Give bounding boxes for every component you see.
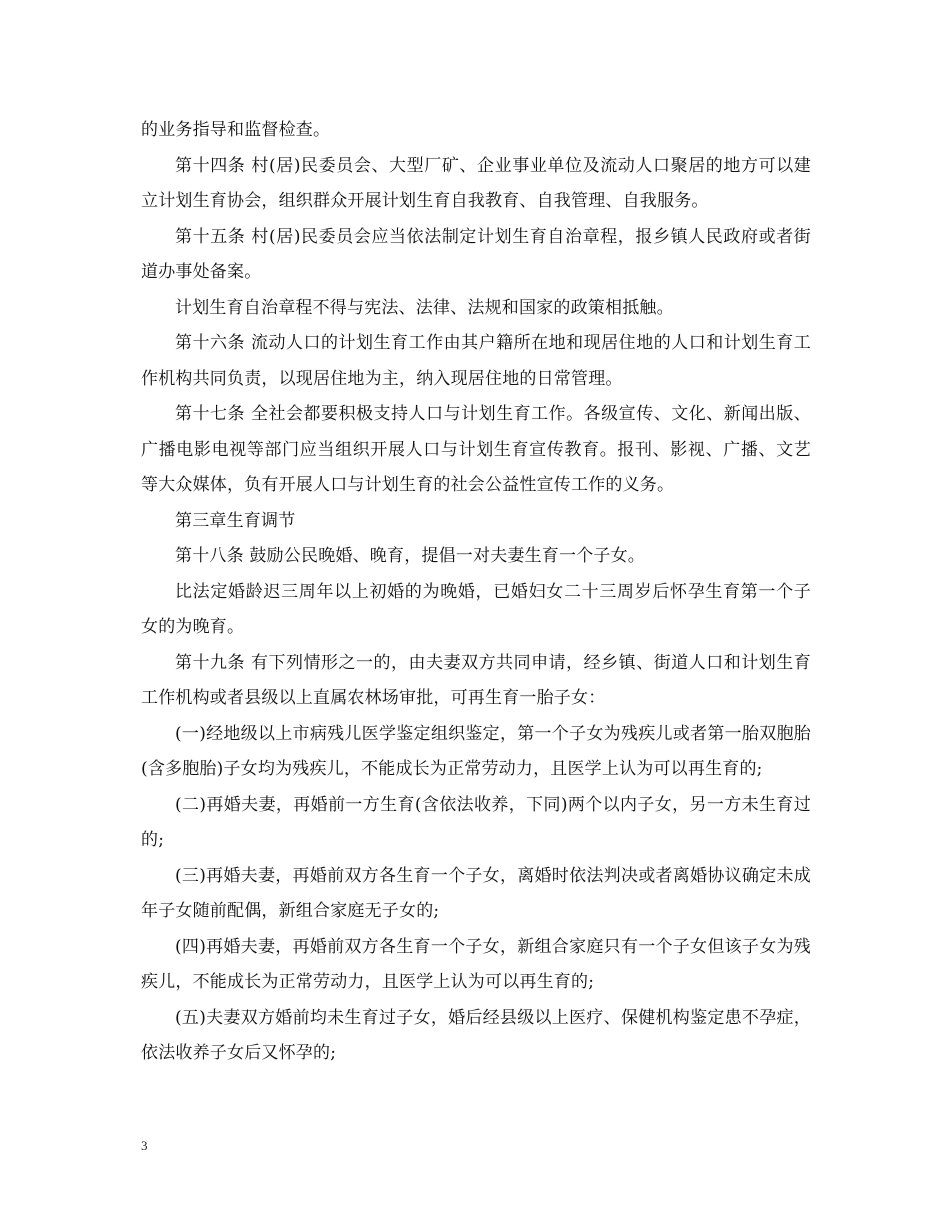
article-19-item-5: (五)夫妻双方婚前均未生育过子女，婚后经县级以上医疗、保健机构鉴定患不孕症，依法收养子女后又怀孕的; (141, 1007, 811, 1063)
article-19: 第十九条 有下列情形之一的，由夫妻双方共同申请，经乡镇、街道人口和计划生育工作机构或者县级以上直属农林场审批，可再生育一胎子女： (141, 652, 811, 708)
article-15: 第十五条 村(居)民委员会应当依法制定计划生育自治章程，报乡镇人民政府或者街道办事处备案。 (141, 226, 811, 282)
chapter-3-heading: 第三章生育调节 (175, 510, 296, 531)
article-19-item-3: (三)再婚夫妻，再婚前双方各生育一个子女，离婚时依法判决或者离婚协议确定未成年子女随前配偶，新组合家庭无子女的; (141, 865, 811, 921)
article-19-item-4: (四)再婚夫妻，再婚前双方各生育一个子女，新组合家庭只有一个子女但该子女为残疾儿，不能成长为正常劳动力，且医学上认为可以再生育的; (141, 936, 811, 992)
article-19-item-1: (一)经地级以上市病残儿医学鉴定组织鉴定，第一个子女为残疾儿或者第一胎双胞胎(含多胞胎)子女均为残疾儿，不能成长为正常劳动力，且医学上认为可以再生育的; (141, 723, 811, 779)
document-body (141, 113, 811, 1072)
article-18: 第十八条 鼓励公民晚婚、晚育，提倡一对夫妻生育一个子女。 (175, 546, 646, 566)
article-14: 第十四条 村(居)民委员会、大型厂矿、企业事业单位及流动人口聚居的地方可以建立计划生育协会，组织群众开展计划生育自我教育、自我管理、自我服务。 (141, 155, 811, 211)
article-15-clause: 计划生育自治章程不得与宪法、法律、法规和国家的政策相抵触。 (175, 297, 674, 318)
article-18-clause: 比法定婚龄迟三周年以上初婚的为晚婚，已婚妇女二十三周岁后怀孕生育第一个子女的为晚育。 (141, 581, 811, 637)
article-17: 第十七条 全社会都要积极支持人口与计划生育工作。各级宣传、文化、新闻出版、广播电影电视等部门应当组织开展人口与计划生育宣传教育。报刊、影视、广播、文艺等大众媒体，负有开展人口与计划生育的社会公益性宣传工作的义务。 (141, 404, 811, 495)
page-number: 3 (141, 1138, 148, 1153)
article-16: 第十六条 流动人口的计划生育工作由其户籍所在地和现居住地的人口和计划生育工作机构共同负责，以现居住地为主，纳入现居住地的日常管理。 (141, 333, 811, 389)
paragraph-1: 的业务指导和监督检查。 (141, 120, 331, 140)
article-19-item-2: (二)再婚夫妻，再婚前一方生育(含依法收养，下同)两个以内子女，另一方未生育过的; (141, 794, 811, 850)
